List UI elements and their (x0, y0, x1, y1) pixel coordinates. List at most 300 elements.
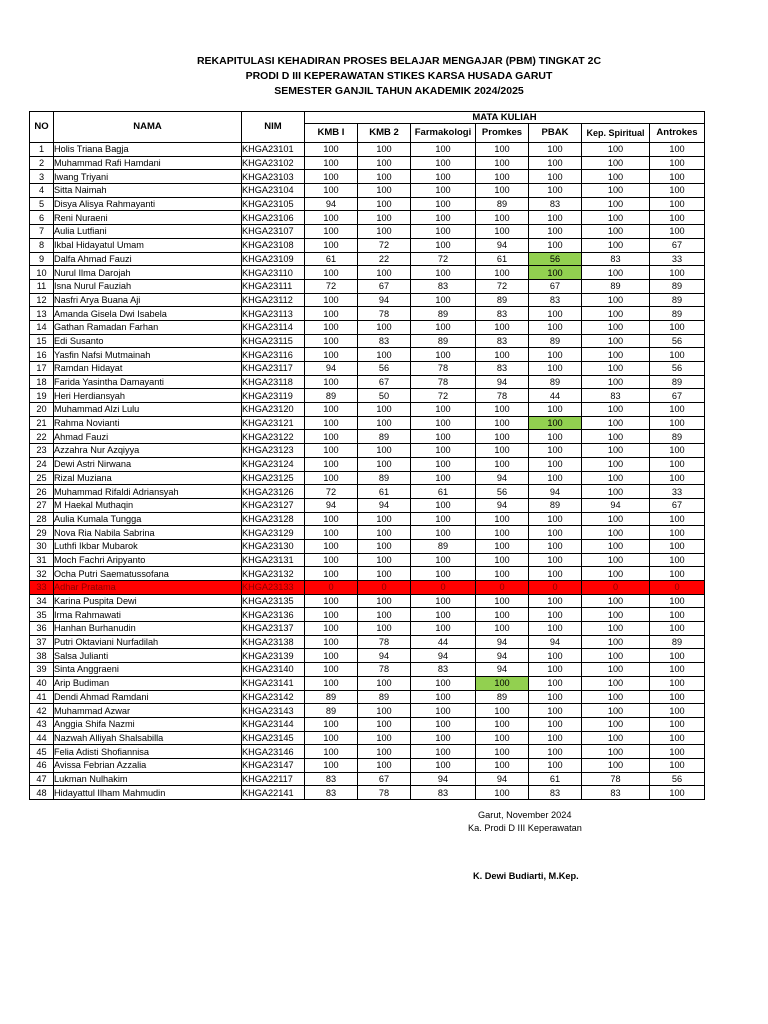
cell-score: 67 (529, 279, 582, 293)
cell-nim: KHGA23136 (242, 608, 305, 622)
cell-score: 50 (358, 389, 411, 403)
cell-nim: KHGA23142 (242, 690, 305, 704)
table-row (30, 334, 705, 348)
cell-score: 72 (305, 485, 358, 499)
cell-score: 100 (411, 526, 476, 540)
cell-score: 100 (476, 348, 529, 362)
cell-score: 100 (529, 416, 582, 430)
cell-nim: KHGA23135 (242, 594, 305, 608)
cell-score: 100 (529, 690, 582, 704)
cell-nim: KHGA23109 (242, 252, 305, 266)
cell-score: 89 (358, 471, 411, 485)
cell-score: 100 (529, 307, 582, 321)
table-row (30, 786, 705, 800)
cell-score: 100 (529, 430, 582, 444)
cell-score: 100 (358, 416, 411, 430)
cell-score: 100 (411, 690, 476, 704)
table-row (30, 635, 705, 649)
cell-score: 100 (650, 717, 705, 731)
cell-score: 100 (529, 594, 582, 608)
cell-nim: KHGA23130 (242, 539, 305, 553)
cell-nim: KHGA23118 (242, 375, 305, 389)
cell-score: 100 (582, 594, 650, 608)
cell-score: 0 (650, 581, 705, 595)
cell-nim: KHGA23119 (242, 389, 305, 403)
table-row (30, 649, 705, 663)
cell-score: 100 (650, 622, 705, 636)
cell-score: 100 (582, 731, 650, 745)
table-row (30, 498, 705, 512)
cell-no: 29 (30, 526, 54, 540)
cell-score: 94 (305, 197, 358, 211)
table-row (30, 430, 705, 444)
table-row (30, 307, 705, 321)
cell-score: 100 (582, 334, 650, 348)
cell-score: 100 (358, 143, 411, 157)
cell-score: 100 (411, 184, 476, 198)
cell-score: 100 (476, 676, 529, 690)
cell-score: 100 (582, 143, 650, 157)
cell-score: 100 (411, 403, 476, 417)
cell-score: 100 (650, 786, 705, 800)
cell-score: 100 (650, 512, 705, 526)
cell-score: 100 (650, 197, 705, 211)
cell-score: 100 (411, 348, 476, 362)
cell-score: 83 (582, 252, 650, 266)
cell-score: 94 (305, 498, 358, 512)
cell-score: 100 (529, 704, 582, 718)
cell-score: 100 (305, 594, 358, 608)
header-subject: KMB 2 (358, 124, 411, 143)
table-row (30, 403, 705, 417)
cell-name: Sinta Anggraeni (54, 663, 242, 677)
table-row (30, 594, 705, 608)
cell-score: 100 (358, 266, 411, 280)
cell-score: 89 (582, 279, 650, 293)
table-row (30, 485, 705, 499)
table-row (30, 197, 705, 211)
cell-score: 100 (411, 745, 476, 759)
cell-no: 41 (30, 690, 54, 704)
cell-nim: KHGA23103 (242, 170, 305, 184)
cell-nim: KHGA23147 (242, 758, 305, 772)
cell-score: 100 (582, 567, 650, 581)
cell-score: 94 (411, 649, 476, 663)
cell-score: 100 (305, 717, 358, 731)
cell-score: 72 (411, 252, 476, 266)
table-row (30, 663, 705, 677)
cell-nim: KHGA23123 (242, 444, 305, 458)
cell-score: 56 (476, 485, 529, 499)
cell-no: 17 (30, 362, 54, 376)
table-row (30, 211, 705, 225)
cell-score: 100 (650, 320, 705, 334)
cell-score: 94 (582, 498, 650, 512)
cell-score: 89 (476, 690, 529, 704)
cell-name: Muhammad Alzi Lulu (54, 403, 242, 417)
cell-name: Nasfri Arya Buana Aji (54, 293, 242, 307)
cell-score: 100 (650, 608, 705, 622)
cell-score: 100 (305, 416, 358, 430)
cell-nim: KHGA23107 (242, 225, 305, 239)
cell-name: Salsa Julianti (54, 649, 242, 663)
cell-score: 89 (476, 197, 529, 211)
cell-no: 4 (30, 184, 54, 198)
cell-score: 100 (582, 608, 650, 622)
cell-score: 83 (476, 362, 529, 376)
cell-score: 78 (358, 635, 411, 649)
cell-score: 0 (529, 581, 582, 595)
cell-nim: KHGA23140 (242, 663, 305, 677)
cell-score: 100 (529, 649, 582, 663)
cell-score: 67 (650, 238, 705, 252)
cell-score: 100 (305, 567, 358, 581)
cell-score: 100 (582, 225, 650, 239)
cell-score: 100 (529, 444, 582, 458)
header-nim: NIM (242, 112, 305, 143)
cell-score: 67 (650, 498, 705, 512)
cell-score: 100 (529, 238, 582, 252)
cell-no: 30 (30, 539, 54, 553)
cell-score: 100 (582, 170, 650, 184)
cell-name: Dewi Astri Nirwana (54, 457, 242, 471)
cell-score: 100 (358, 717, 411, 731)
cell-score: 100 (529, 362, 582, 376)
cell-score: 100 (582, 526, 650, 540)
cell-name: Muhammad Azwar (54, 704, 242, 718)
cell-name: Hidayattul Ilham Mahmudin (54, 786, 242, 800)
cell-score: 100 (305, 334, 358, 348)
cell-score: 89 (650, 307, 705, 321)
cell-score: 89 (305, 389, 358, 403)
table-row (30, 225, 705, 239)
cell-name: Ramdan Hidayat (54, 362, 242, 376)
cell-nim: KHGA23139 (242, 649, 305, 663)
cell-score: 100 (582, 485, 650, 499)
cell-nim: KHGA23141 (242, 676, 305, 690)
cell-score: 89 (650, 293, 705, 307)
cell-score: 100 (650, 416, 705, 430)
cell-score: 100 (476, 184, 529, 198)
cell-score: 100 (305, 143, 358, 157)
table-row (30, 758, 705, 772)
cell-score: 100 (582, 553, 650, 567)
cell-score: 100 (582, 745, 650, 759)
cell-score: 100 (650, 403, 705, 417)
cell-score: 100 (305, 307, 358, 321)
cell-score: 89 (305, 690, 358, 704)
cell-score: 100 (582, 156, 650, 170)
cell-score: 100 (650, 731, 705, 745)
cell-score: 100 (529, 143, 582, 157)
cell-score: 100 (305, 758, 358, 772)
cell-score: 100 (358, 211, 411, 225)
cell-score: 67 (358, 375, 411, 389)
cell-nim: KHGA22141 (242, 786, 305, 800)
cell-score: 100 (358, 457, 411, 471)
cell-score: 100 (650, 649, 705, 663)
cell-score: 94 (476, 471, 529, 485)
table-row (30, 266, 705, 280)
title-line-2: PRODI D III KEPERAWATAN STIKES KARSA HUSADA GARUT (245, 70, 553, 82)
cell-score: 100 (305, 608, 358, 622)
cell-name: Sitta Naimah (54, 184, 242, 198)
cell-score: 100 (305, 184, 358, 198)
cell-score: 100 (650, 704, 705, 718)
cell-score: 100 (476, 758, 529, 772)
cell-score: 100 (476, 211, 529, 225)
cell-score: 100 (582, 348, 650, 362)
table-row (30, 526, 705, 540)
cell-score: 100 (582, 704, 650, 718)
cell-score: 94 (476, 375, 529, 389)
cell-nim: KHGA23133 (242, 581, 305, 595)
signature-name: K. Dewi Budiarti, M.Kep. (473, 871, 579, 881)
table-row (30, 745, 705, 759)
cell-score: 61 (411, 485, 476, 499)
cell-name: Iwang Triyani (54, 170, 242, 184)
header-nama: NAMA (54, 112, 242, 143)
cell-name: Aulia Kumala Tungga (54, 512, 242, 526)
table-row (30, 717, 705, 731)
cell-score: 100 (411, 608, 476, 622)
cell-score: 100 (529, 717, 582, 731)
cell-score: 100 (476, 567, 529, 581)
cell-score: 100 (411, 444, 476, 458)
cell-no: 33 (30, 581, 54, 595)
cell-score: 100 (305, 170, 358, 184)
cell-score: 100 (582, 197, 650, 211)
cell-no: 15 (30, 334, 54, 348)
cell-score: 89 (650, 635, 705, 649)
cell-score: 100 (529, 320, 582, 334)
cell-score: 78 (476, 389, 529, 403)
cell-score: 100 (305, 512, 358, 526)
cell-name: Lukman Nulhakim (54, 772, 242, 786)
cell-name: Muhammad Rafi Hamdani (54, 156, 242, 170)
table-row (30, 252, 705, 266)
cell-nim: KHGA23117 (242, 362, 305, 376)
cell-score: 100 (358, 594, 411, 608)
cell-score: 100 (411, 238, 476, 252)
cell-no: 31 (30, 553, 54, 567)
cell-score: 44 (411, 635, 476, 649)
table-row (30, 457, 705, 471)
cell-score: 100 (529, 539, 582, 553)
cell-score: 100 (476, 704, 529, 718)
cell-no: 10 (30, 266, 54, 280)
cell-score: 100 (411, 416, 476, 430)
cell-score: 100 (582, 403, 650, 417)
cell-score: 100 (358, 553, 411, 567)
cell-nim: KHGA23114 (242, 320, 305, 334)
cell-no: 12 (30, 293, 54, 307)
cell-score: 100 (358, 731, 411, 745)
cell-score: 100 (650, 444, 705, 458)
cell-score: 100 (529, 266, 582, 280)
table-row (30, 279, 705, 293)
cell-score: 94 (411, 772, 476, 786)
cell-score: 89 (476, 293, 529, 307)
table-row (30, 389, 705, 403)
cell-score: 83 (358, 334, 411, 348)
cell-no: 18 (30, 375, 54, 389)
cell-no: 45 (30, 745, 54, 759)
cell-score: 100 (358, 348, 411, 362)
cell-score: 56 (650, 772, 705, 786)
cell-no: 28 (30, 512, 54, 526)
table-row (30, 362, 705, 376)
title-line-3: SEMESTER GANJIL TAHUN AKADEMIK 2024/2025 (274, 85, 524, 97)
cell-score: 100 (529, 403, 582, 417)
cell-score: 100 (582, 717, 650, 731)
cell-score: 100 (582, 184, 650, 198)
cell-name: Azzahra Nur Azqiyya (54, 444, 242, 458)
cell-score: 89 (529, 498, 582, 512)
cell-score: 83 (411, 663, 476, 677)
cell-nim: KHGA23116 (242, 348, 305, 362)
cell-score: 100 (582, 238, 650, 252)
cell-score: 100 (529, 471, 582, 485)
cell-score: 100 (305, 539, 358, 553)
cell-score: 100 (529, 663, 582, 677)
cell-score: 100 (305, 635, 358, 649)
cell-score: 61 (476, 252, 529, 266)
cell-score: 100 (411, 143, 476, 157)
cell-score: 100 (411, 211, 476, 225)
cell-score: 100 (529, 553, 582, 567)
cell-score: 22 (358, 252, 411, 266)
cell-score: 89 (411, 539, 476, 553)
cell-score: 100 (358, 567, 411, 581)
cell-score: 100 (650, 526, 705, 540)
cell-name: Aulia Lutfiani (54, 225, 242, 239)
cell-score: 100 (476, 444, 529, 458)
table-row (30, 622, 705, 636)
cell-score: 100 (411, 266, 476, 280)
cell-score: 89 (358, 430, 411, 444)
cell-score: 100 (411, 498, 476, 512)
cell-score: 100 (650, 567, 705, 581)
cell-name: Arip Budiman (54, 676, 242, 690)
cell-score: 100 (650, 758, 705, 772)
cell-score: 100 (582, 457, 650, 471)
cell-score: 100 (476, 526, 529, 540)
cell-name: Irma Rahmawati (54, 608, 242, 622)
cell-name: Muhammad Rifaldi Adriansyah (54, 485, 242, 499)
cell-nim: KHGA23144 (242, 717, 305, 731)
cell-no: 7 (30, 225, 54, 239)
cell-score: 100 (305, 526, 358, 540)
cell-score: 0 (411, 581, 476, 595)
cell-score: 100 (476, 430, 529, 444)
cell-score: 89 (305, 704, 358, 718)
cell-score: 100 (582, 416, 650, 430)
cell-score: 100 (582, 622, 650, 636)
cell-score: 100 (650, 156, 705, 170)
cell-score: 83 (305, 772, 358, 786)
header-mata-kuliah: MATA KULIAH (305, 112, 705, 124)
cell-nim: KHGA23145 (242, 731, 305, 745)
cell-score: 100 (305, 553, 358, 567)
cell-score: 100 (650, 211, 705, 225)
cell-score: 100 (476, 594, 529, 608)
cell-name: Hanhan Burhanudin (54, 622, 242, 636)
header-subject: Antrokes (650, 124, 705, 143)
cell-score: 100 (411, 320, 476, 334)
cell-name: Rahma Novianti (54, 416, 242, 430)
cell-score: 100 (650, 594, 705, 608)
cell-score: 100 (305, 375, 358, 389)
cell-no: 19 (30, 389, 54, 403)
cell-name: Ahmad Fauzi (54, 430, 242, 444)
cell-name: Farida Yasintha Damayanti (54, 375, 242, 389)
cell-score: 83 (529, 293, 582, 307)
cell-nim: KHGA23131 (242, 553, 305, 567)
cell-score: 100 (529, 745, 582, 759)
cell-score: 100 (305, 238, 358, 252)
table-row (30, 293, 705, 307)
table-row (30, 676, 705, 690)
cell-score: 100 (305, 731, 358, 745)
cell-score: 78 (358, 786, 411, 800)
cell-score: 67 (650, 389, 705, 403)
cell-score: 67 (358, 772, 411, 786)
cell-score: 78 (582, 772, 650, 786)
cell-score: 72 (411, 389, 476, 403)
cell-nim: KHGA23143 (242, 704, 305, 718)
cell-score: 94 (476, 772, 529, 786)
table-row (30, 581, 705, 595)
signature-position: Ka. Prodi D III Keperawatan (468, 823, 582, 833)
cell-score: 100 (476, 512, 529, 526)
cell-no: 9 (30, 252, 54, 266)
cell-score: 100 (650, 143, 705, 157)
cell-nim: KHGA23129 (242, 526, 305, 540)
cell-name: Reni Nuraeni (54, 211, 242, 225)
cell-score: 78 (358, 663, 411, 677)
cell-name: Karina Puspita Dewi (54, 594, 242, 608)
header-subject: KMB I (305, 124, 358, 143)
table-row (30, 553, 705, 567)
cell-score: 100 (411, 622, 476, 636)
cell-score: 100 (529, 457, 582, 471)
cell-score: 56 (650, 334, 705, 348)
cell-score: 100 (476, 320, 529, 334)
cell-no: 6 (30, 211, 54, 225)
cell-name: Amanda Gisela Dwi Isabela (54, 307, 242, 321)
cell-nim: KHGA23122 (242, 430, 305, 444)
cell-nim: KHGA23138 (242, 635, 305, 649)
cell-score: 100 (358, 320, 411, 334)
cell-no: 24 (30, 457, 54, 471)
cell-score: 83 (305, 786, 358, 800)
cell-no: 36 (30, 622, 54, 636)
cell-score: 100 (305, 225, 358, 239)
table-row (30, 772, 705, 786)
cell-score: 100 (582, 649, 650, 663)
table-row (30, 416, 705, 430)
cell-score: 94 (358, 293, 411, 307)
cell-score: 94 (476, 498, 529, 512)
cell-nim: KHGA23108 (242, 238, 305, 252)
cell-score: 100 (358, 184, 411, 198)
cell-score: 100 (650, 471, 705, 485)
cell-score: 100 (411, 704, 476, 718)
cell-score: 100 (411, 457, 476, 471)
cell-score: 100 (650, 170, 705, 184)
cell-score: 100 (305, 266, 358, 280)
